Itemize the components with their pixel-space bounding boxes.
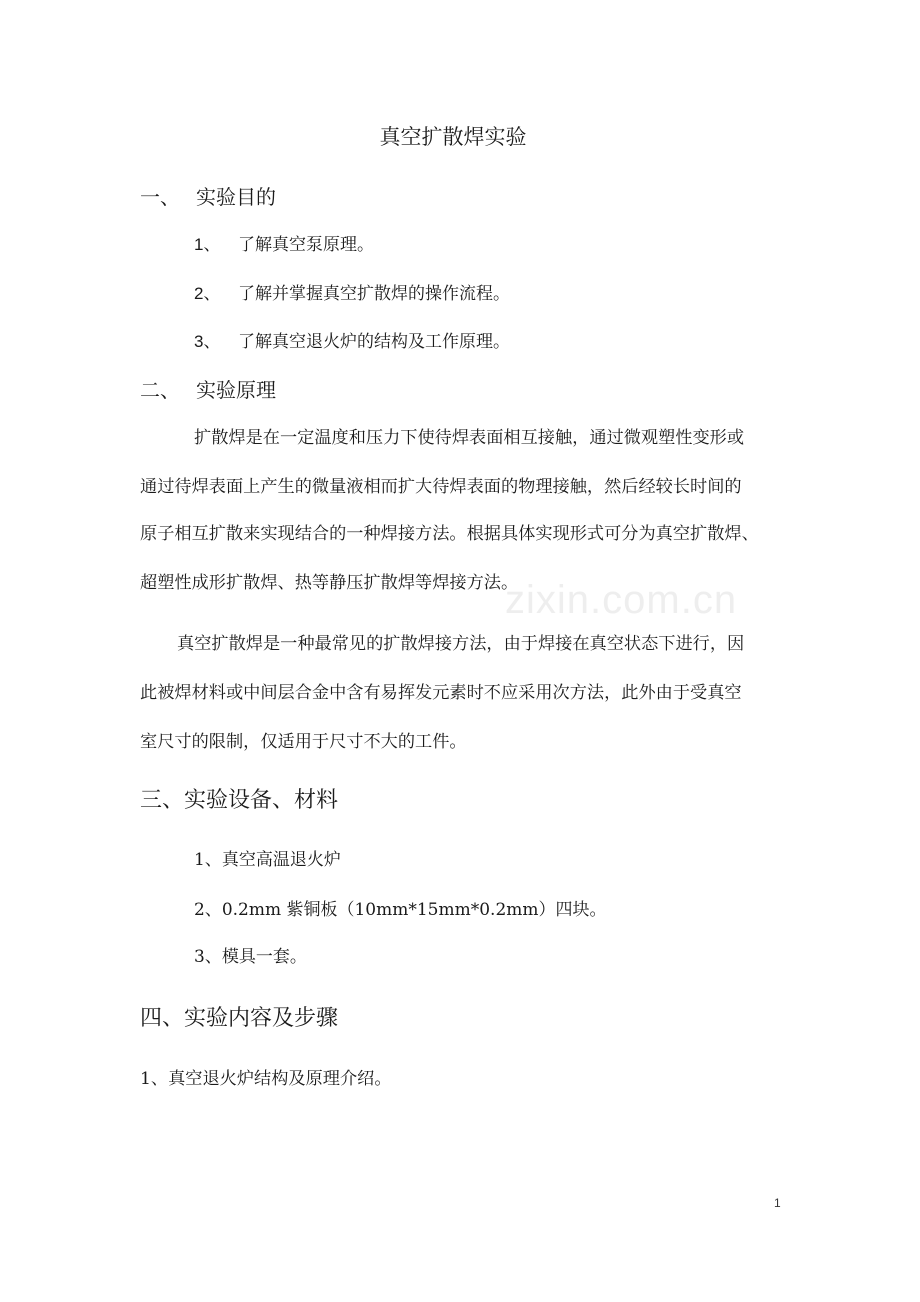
section2-title: 实验原理 — [196, 378, 276, 402]
list-item — [194, 330, 510, 354]
paragraph-line: 真空扩散焊是一种最常见的扩散焊接方法，由于焊接在真空状态下进行，因 — [177, 634, 745, 654]
list-item-number: 3、 — [194, 332, 221, 351]
list-item: 2、0.2mm 紫铜板（10mm*15mm*0.2mm）四块。 — [194, 900, 607, 920]
paragraph-line: 超塑性成形扩散焊、热等静压扩散焊等焊接方法。 — [140, 573, 519, 593]
list-item: 1、真空高温退火炉 — [194, 850, 341, 870]
section1-title: 实验目的 — [196, 185, 276, 209]
watermark: zixin.com.cn — [505, 578, 738, 622]
list-item-number: 1、 — [194, 235, 221, 254]
list-item-number: 2、 — [194, 284, 221, 303]
section2-heading — [140, 376, 276, 404]
page-number: 1 — [774, 1196, 781, 1210]
list-item — [194, 233, 374, 257]
section3-heading: 三、实验设备、材料 — [140, 788, 339, 813]
document-title: 真空扩散焊实验 — [379, 125, 527, 149]
section2-number: 二、 — [140, 378, 180, 402]
paragraph-line: 室尺寸的限制，仅适用于尺寸不大的工件。 — [140, 732, 467, 752]
section4-heading: 四、实验内容及步骤 — [140, 1006, 339, 1031]
section1-heading — [140, 183, 276, 211]
list-item-text: 了解并掌握真空扩散焊的操作流程。 — [238, 284, 510, 304]
paragraph-line: 原子相互扩散来实现结合的一种焊接方法。根据具体实现形式可分为真空扩散焊、 — [140, 524, 759, 544]
list-item: 1、真空退火炉结构及原理介绍。 — [140, 1069, 392, 1089]
paragraph-line: 此被焊材料或中间层合金中含有易挥发元素时不应采用次方法，此外由于受真空 — [140, 683, 742, 703]
section1-number: 一、 — [140, 185, 180, 209]
list-item: 3、模具一套。 — [194, 947, 307, 967]
paragraph-line: 扩散焊是在一定温度和压力下使待焊表面相互接触，通过微观塑性变形或 — [194, 428, 745, 448]
list-item — [194, 282, 510, 306]
list-item-text: 了解真空泵原理。 — [238, 235, 374, 255]
paragraph-line: 通过待焊表面上产生的微量液相而扩大待焊表面的物理接触，然后经较长时间的 — [140, 477, 742, 497]
list-item-text: 了解真空退火炉的结构及工作原理。 — [238, 332, 510, 352]
